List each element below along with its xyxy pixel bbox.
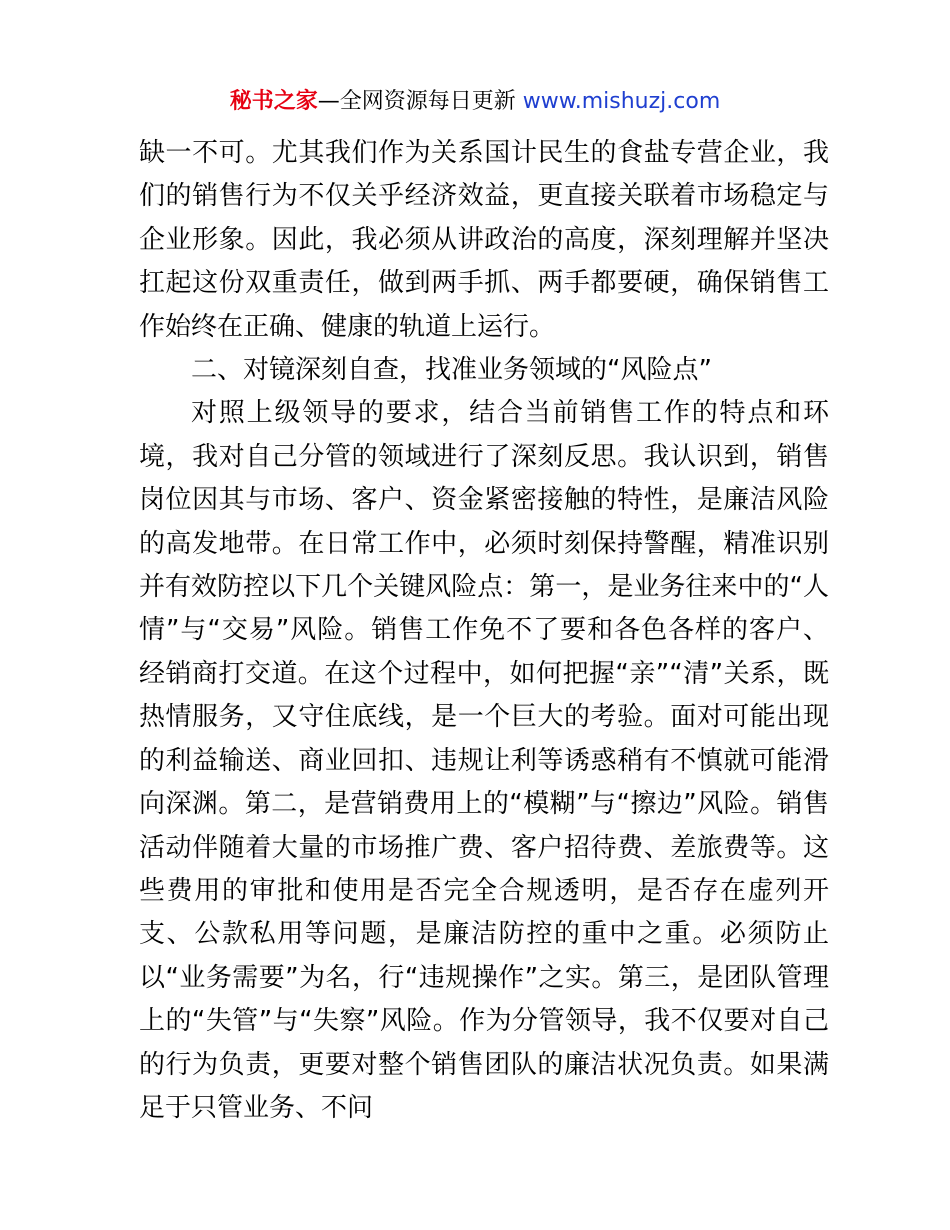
document-body: [139, 132, 829, 1130]
paragraph-continued: 缺一不可。尤其我们作为关系国计民生的食盐专营企业，我们的销售行为不仅关乎经济效益，更直接关联着市场稳定与企业形象。因此，我必须从讲政治的高度，深刻理解并坚决扛起这份双重责任，做到两手抓、两手都要硬，确保销售工作始终在正确、健康的轨道上运行。: [139, 138, 829, 342]
paragraph-main: 对照上级领导的要求，结合当前销售工作的特点和环境，我对自己分管的领域进行了深刻反思。我认识到，销售岗位因其与市场、客户、资金紧密接触的特性，是廉洁风险的高发地带。在日常工作中，必须时刻保持警醒，精准识别并有效防控以下几个关键风险点：第一，是业务往来中的“人情”与“交易”风险。销售工作免不了要和各色各样的客户、经销商打交道。在这个过程中，如何把握“亲”“清”关系，既热情服务，又守住底线，是一个巨大的考验。面对可能出现的利益输送、商业回扣、违规让利等诱惑稍有不慎就可能滑向深渊。第二，是营销费用上的“模糊”与“擦边”风险。销售活动伴随着大量的市场推广费、客户招待费、差旅费等。这些费用的审批和使用是否完全合规透明，是否存在虚列开支、公款私用等问题，是廉洁防控的重中之重。必须防止以“业务需要”为名，行“违规操作”之实。第三，是团队管理上的“失管”与“失察”风险。作为分管领导，我不仅要对自己的行为负责，更要对整个销售团队的廉洁状况负责。如果满足于只管业务、不问: [139, 398, 829, 1123]
section-heading: 二、对镜深刻自查，找准业务领域的“风险点”: [191, 355, 712, 386]
header-url-link[interactable]: www.mishuzj.com: [522, 89, 721, 114]
page-header: [0, 86, 950, 118]
header-tagline: —全网资源每日更新: [317, 89, 523, 114]
header-brand: 秘书之家: [229, 89, 318, 114]
